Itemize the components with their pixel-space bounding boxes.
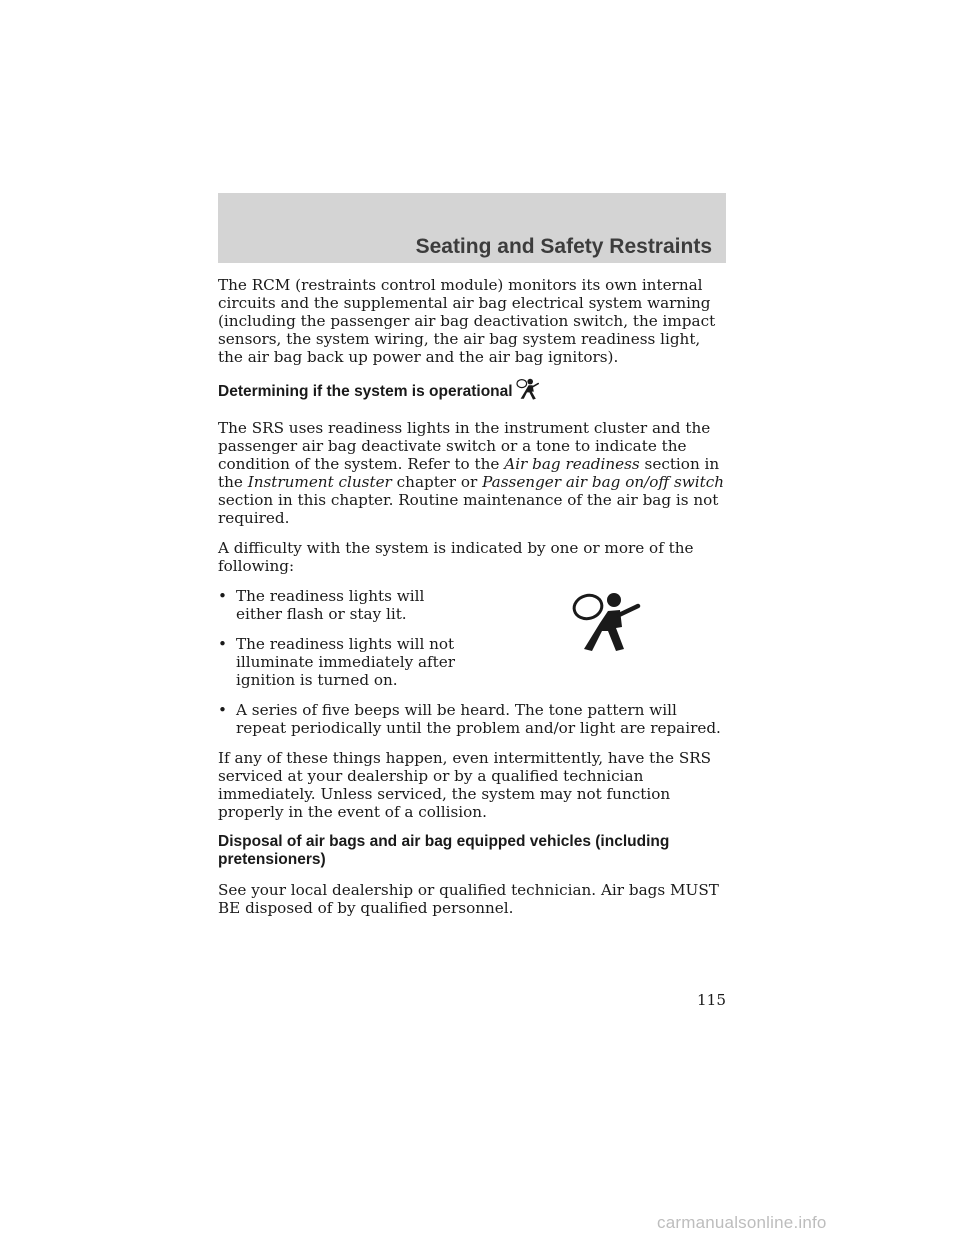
operational-text-4: section in this chapter. Routine maintenance of the air bag is not required. — [218, 491, 719, 527]
ref-instrument-cluster: Instrument cluster — [247, 473, 392, 491]
heading-operational-text: Determining if the system is operational — [218, 383, 513, 400]
after-list-paragraph: If any of these things happen, even intermittently, have the SRS serviced at your dealership or by a qualified technician immediately. Unless serviced, the system may not function properly in the event of a collision. — [218, 749, 712, 821]
difficulty-list — [218, 587, 728, 737]
page-number: 115 — [697, 991, 726, 1009]
airbag-warning-large-icon — [570, 591, 642, 659]
page-content — [218, 276, 728, 929]
ref-passenger-air-bag-switch: Passenger air bag on/off switch — [482, 473, 725, 491]
intro-paragraph: The RCM (restraints control module) monitors its own internal circuits and the supplemental air bag electrical system warning (including the passenger air bag deactivation switch, the impact sensors, the system wiring, the air bag system readiness light, the air bag back up power and the air bag ignitors). — [218, 276, 716, 366]
ref-air-bag-readiness: Air bag readiness — [504, 455, 640, 473]
list-item-text: The readiness lights will either flash or stay lit. — [236, 587, 425, 623]
operational-text-3: chapter or — [391, 473, 483, 491]
difficulty-list-wrap — [218, 587, 728, 737]
airbag-warning-icon — [515, 378, 539, 407]
footer-watermark: carmanualsonline.info — [657, 1213, 827, 1232]
list-item-text: A series of five beeps will be heard. The tone pattern will repeat periodically until the problem and/or light are repaired. — [236, 701, 721, 737]
operational-paragraph — [218, 419, 728, 527]
bullet: • — [218, 701, 227, 719]
operational-text-1: The SRS uses readiness lights in the instrument cluster and the passenger air bag deactivate switch or a tone to indicate the condition of the system. Refer to the — [218, 419, 711, 473]
operational-text-2: section in the — [218, 455, 720, 491]
list-item-text: The readiness lights will not illuminate immediately after ignition is turned on. — [236, 635, 456, 689]
list-item — [218, 701, 728, 737]
bullet: • — [218, 587, 227, 605]
disposal-paragraph: See your local dealership or qualified technician. Air bags MUST BE disposed of by qualified personnel. — [218, 881, 719, 917]
list-intro: A difficulty with the system is indicated by one or more of the following: — [218, 539, 694, 575]
section-header-band — [218, 193, 726, 263]
heading-disposal: Disposal of air bags and air bag equipped vehicles (including pretensioners) — [218, 833, 670, 868]
section-title: Seating and Safety Restraints — [415, 235, 712, 258]
list-item — [218, 635, 461, 689]
bullet: • — [218, 635, 227, 653]
heading-operational — [218, 378, 728, 407]
list-item — [218, 587, 461, 623]
